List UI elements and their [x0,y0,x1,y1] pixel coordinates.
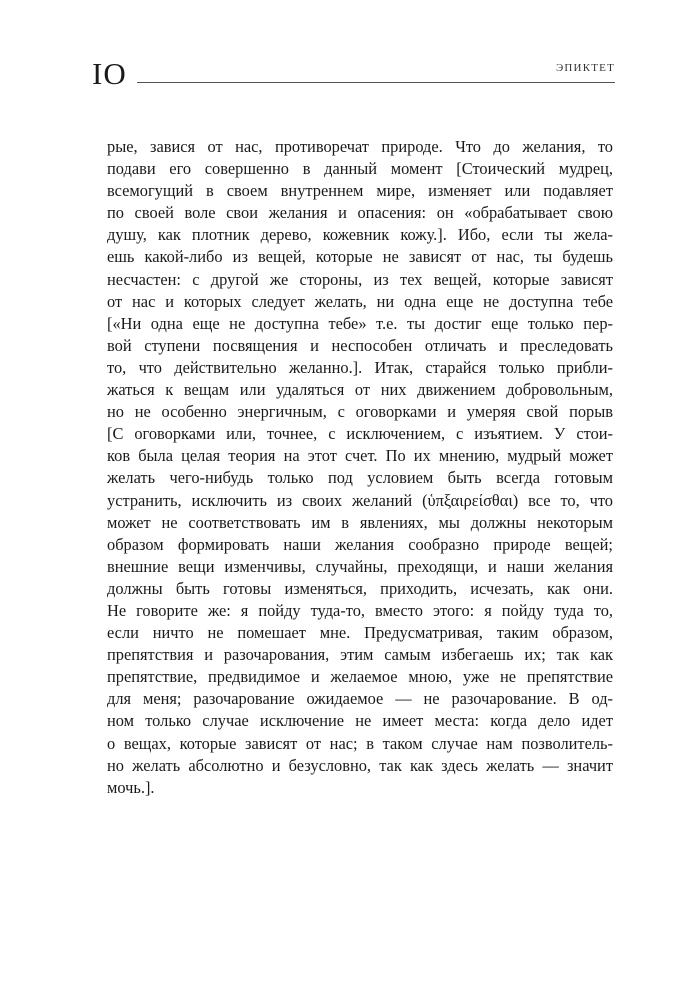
text-line: может не соответствовать им в явлениях, мы должны некоторым [107,512,613,532]
text-line: по своей воле свои желания и опасения: он «обрабатывает свою [107,203,613,223]
text-line: всемогущий в своем внутреннем мире, изменяет или подавляет [107,181,613,201]
text-line: ном только случае исключение не имеет места: когда дело идет [107,711,613,731]
body-text [107,136,613,799]
text-line: ков была целая теория на этот счет. По их мнению, мудрый может [107,446,613,466]
text-line: о вещах, которые зависят от нас; в таком случае нам позволитель- [107,733,613,753]
text-line: ешь какой-либо из вещей, которые не зависят от нас, ты будешь [107,247,613,267]
text-line: желать чего-нибудь только под условием быть всегда готовым [107,468,613,488]
text-line: для меня; разочарование ожидаемое — не разочарование. В од- [107,689,613,709]
text-line: несчастен: с другой же стороны, из тех вещей, которые зависят [107,269,613,289]
text-line: то, что действительно желанно.]. Итак, старайся только прибли- [107,357,613,377]
page-header [0,0,695,110]
text-line: Не говорите же: я пойду туда-то, вместо этого: я пойду туда то, [107,600,613,620]
page-number: IO [92,56,127,91]
text-line: но не особенно энергичным, с оговорками и умеряя свой порыв [107,402,613,422]
header-rule [137,82,615,83]
text-line: должны быть готовы изменяться, приходить, исчезать, как они. [107,578,613,598]
text-line: если ничто не помешает мне. Предусматривая, таким образом, [107,623,613,643]
text-line: от нас и которых следует желать, ни одна еще не доступна тебе [107,291,613,311]
text-line: внешние вещи изменчивы, случайны, преходящи, и наши желания [107,556,613,576]
text-line-last: мочь.]. [107,777,155,797]
text-line: душу, как плотник дерево, кожевник кожу.]. Ибо, если ты жела- [107,225,613,245]
running-head: ЭПИКТЕТ [555,62,615,74]
text-line: образом формировать наши желания сообразно природе вещей; [107,534,613,554]
text-line: рые, завися от нас, противоречат природе. Что до желания, то [107,137,613,156]
text-line: устранить, исключить из своих желаний (ὑπξαιρείσθαι) все то, что [107,490,613,510]
text-line: препятствие, предвидимое и желаемое мною, уже не препятствие [107,667,613,687]
text-line: вой ступени посвящения и неспособен отличать и преследовать [107,335,613,355]
text-line: жаться к вещам или удаляться от них движением добровольным, [107,380,613,400]
text-line: [«Ни одна еще не доступна тебе» т.е. ты достиг еще только пер- [107,313,613,333]
text-line: но желать абсолютно и безусловно, так как здесь желать — значит [107,755,613,775]
text-line: [С оговорками или, точнее, с исключением, с изъятием. У стои- [107,424,613,444]
text-line: подави его совершенно в данный момент [Стоический мудрец, [107,159,613,179]
text-line: препятствия и разочарования, этим самым избегаешь их; так как [107,645,613,665]
